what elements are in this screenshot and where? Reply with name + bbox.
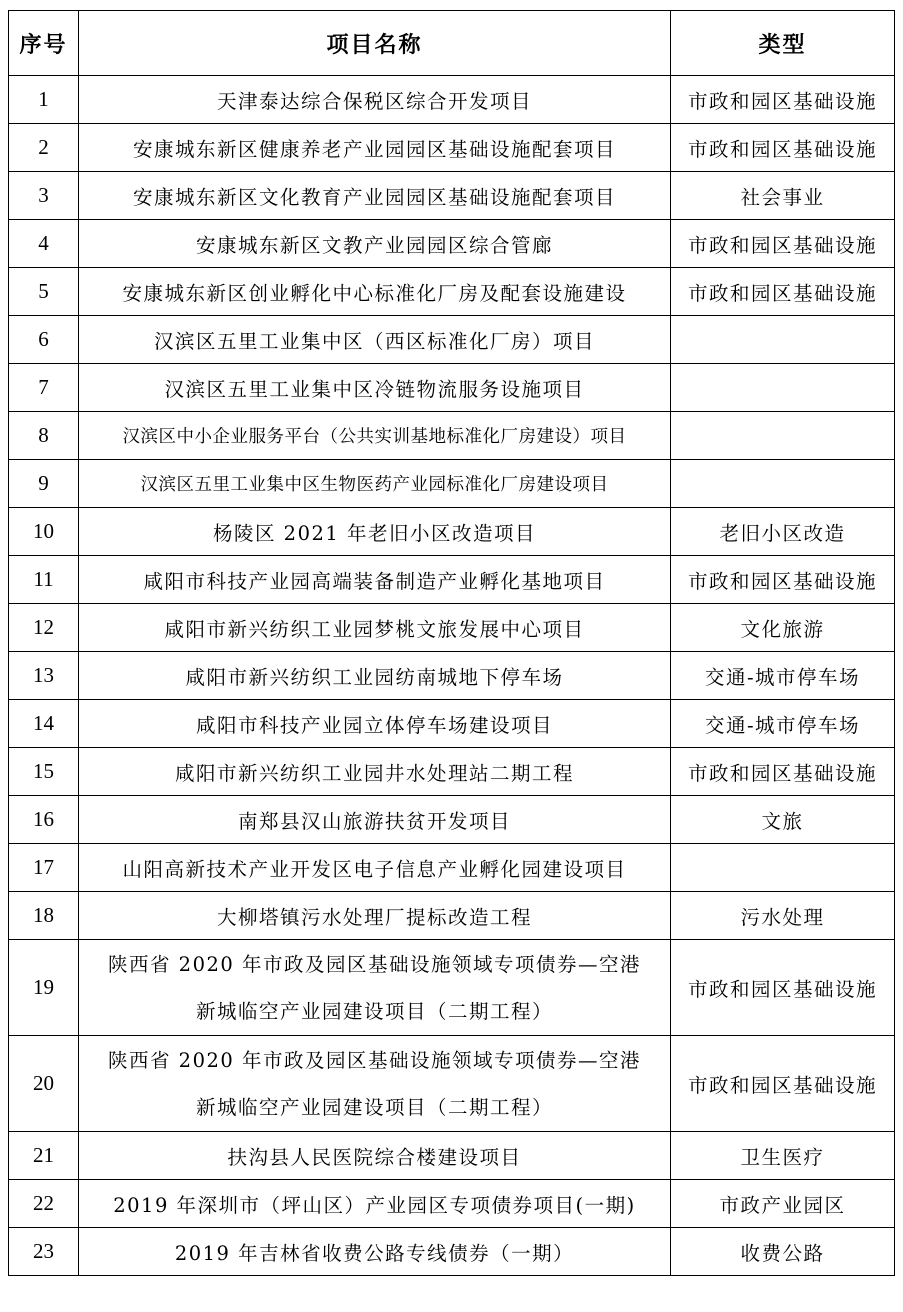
table-row (9, 844, 895, 892)
table-row (9, 1036, 895, 1132)
table-row (9, 940, 895, 1036)
row-no: 11 (9, 556, 79, 604)
row-project-name: 汉滨区五里工业集中区生物医药产业园标准化厂房建设项目 (79, 460, 671, 508)
row-type: 市政和园区基础设施 (671, 556, 895, 604)
row-type: 文旅 (671, 796, 895, 844)
table-row (9, 364, 895, 412)
row-project-name: 安康城东新区文化教育产业园园区基础设施配套项目 (79, 172, 671, 220)
table-row (9, 1132, 895, 1180)
row-type (671, 364, 895, 412)
row-project-name: 咸阳市科技产业园立体停车场建设项目 (79, 700, 671, 748)
row-project-name: 扶沟县人民医院综合楼建设项目 (79, 1132, 671, 1180)
row-no: 1 (9, 76, 79, 124)
row-project-name-line1: 陕西省 2020 年市政及园区基础设施领域专项债券—空港 (107, 952, 642, 976)
table-row (9, 1228, 895, 1276)
row-project-name (79, 1036, 671, 1132)
row-project-name: 汉滨区五里工业集中区（西区标准化厂房）项目 (79, 316, 671, 364)
row-project-name: 咸阳市新兴纺织工业园梦桃文旅发展中心项目 (79, 604, 671, 652)
row-project-name: 2019 年深圳市（坪山区）产业园区专项债券项目(一期) (79, 1180, 671, 1228)
row-no: 3 (9, 172, 79, 220)
row-project-name: 南郑县汉山旅游扶贫开发项目 (79, 796, 671, 844)
row-type: 市政和园区基础设施 (671, 940, 895, 1036)
row-no: 23 (9, 1228, 79, 1276)
row-type: 市政和园区基础设施 (671, 1036, 895, 1132)
row-project-name: 咸阳市科技产业园高端装备制造产业孵化基地项目 (79, 556, 671, 604)
row-type: 收费公路 (671, 1228, 895, 1276)
row-no: 16 (9, 796, 79, 844)
row-type (671, 316, 895, 364)
row-type: 卫生医疗 (671, 1132, 895, 1180)
row-no: 2 (9, 124, 79, 172)
row-no: 19 (9, 940, 79, 1036)
table-row (9, 700, 895, 748)
table-row (9, 268, 895, 316)
row-project-name: 天津泰达综合保税区综合开发项目 (79, 76, 671, 124)
table-row (9, 748, 895, 796)
row-no: 20 (9, 1036, 79, 1132)
table-row (9, 892, 895, 940)
row-type: 市政产业园区 (671, 1180, 895, 1228)
row-type: 污水处理 (671, 892, 895, 940)
table-header (9, 11, 895, 76)
project-table (8, 10, 895, 1276)
row-type: 市政和园区基础设施 (671, 748, 895, 796)
row-no: 6 (9, 316, 79, 364)
row-type: 文化旅游 (671, 604, 895, 652)
row-no: 15 (9, 748, 79, 796)
row-type: 交通-城市停车场 (671, 700, 895, 748)
row-type: 市政和园区基础设施 (671, 76, 895, 124)
table-row (9, 604, 895, 652)
row-no: 12 (9, 604, 79, 652)
row-type: 交通-城市停车场 (671, 652, 895, 700)
row-type: 市政和园区基础设施 (671, 220, 895, 268)
row-no: 5 (9, 268, 79, 316)
table-row (9, 652, 895, 700)
row-project-name: 咸阳市新兴纺织工业园纺南城地下停车场 (79, 652, 671, 700)
row-project-name: 2019 年吉林省收费公路专线债券（一期） (79, 1228, 671, 1276)
row-no: 14 (9, 700, 79, 748)
row-no: 13 (9, 652, 79, 700)
row-project-name: 杨陵区 2021 年老旧小区改造项目 (79, 508, 671, 556)
row-no: 9 (9, 460, 79, 508)
table-row (9, 316, 895, 364)
row-project-name: 安康城东新区健康养老产业园园区基础设施配套项目 (79, 124, 671, 172)
row-project-name-line2: 新城临空产业园建设项目（二期工程） (195, 999, 553, 1023)
header-type: 类型 (671, 11, 895, 76)
row-project-name: 咸阳市新兴纺织工业园井水处理站二期工程 (79, 748, 671, 796)
row-no: 8 (9, 412, 79, 460)
row-no: 22 (9, 1180, 79, 1228)
row-type: 老旧小区改造 (671, 508, 895, 556)
row-type (671, 844, 895, 892)
row-project-name: 汉滨区中小企业服务平台（公共实训基地标准化厂房建设）项目 (79, 412, 671, 460)
table-row (9, 76, 895, 124)
row-no: 10 (9, 508, 79, 556)
row-project-name: 安康城东新区创业孵化中心标准化厂房及配套设施建设 (79, 268, 671, 316)
table-row (9, 412, 895, 460)
row-project-name-line1: 陕西省 2020 年市政及园区基础设施领域专项债券—空港 (107, 1048, 642, 1072)
table-body (9, 76, 895, 1276)
row-project-name: 大柳塔镇污水处理厂提标改造工程 (79, 892, 671, 940)
row-project-name-line2: 新城临空产业园建设项目（二期工程） (195, 1095, 553, 1119)
header-project-name: 项目名称 (79, 11, 671, 76)
row-type (671, 412, 895, 460)
row-project-name (79, 940, 671, 1036)
row-project-name: 山阳高新技术产业开发区电子信息产业孵化园建设项目 (79, 844, 671, 892)
row-type: 社会事业 (671, 172, 895, 220)
table-row (9, 796, 895, 844)
header-row (9, 11, 895, 76)
row-no: 7 (9, 364, 79, 412)
row-project-name: 汉滨区五里工业集中区冷链物流服务设施项目 (79, 364, 671, 412)
row-type: 市政和园区基础设施 (671, 124, 895, 172)
table-row (9, 124, 895, 172)
table-row (9, 220, 895, 268)
row-type (671, 460, 895, 508)
row-project-name: 安康城东新区文教产业园园区综合管廊 (79, 220, 671, 268)
row-type: 市政和园区基础设施 (671, 268, 895, 316)
table-row (9, 556, 895, 604)
row-no: 21 (9, 1132, 79, 1180)
table-row (9, 508, 895, 556)
row-no: 18 (9, 892, 79, 940)
row-no: 4 (9, 220, 79, 268)
row-no: 17 (9, 844, 79, 892)
table-row (9, 1180, 895, 1228)
header-no: 序号 (9, 11, 79, 76)
table-row (9, 460, 895, 508)
table-row (9, 172, 895, 220)
